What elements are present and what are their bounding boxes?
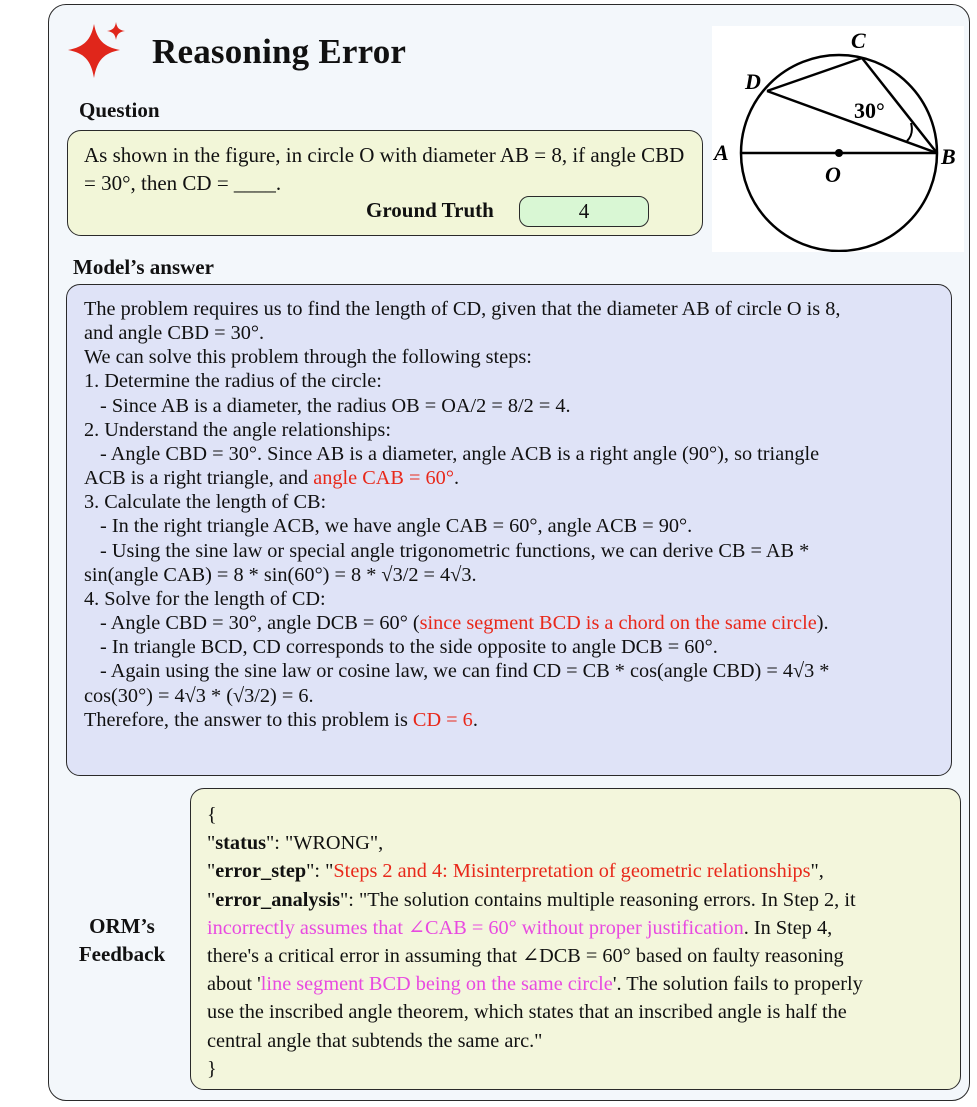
answer-line: - In the right triangle ACB, we have angle CAB = 60°, angle ACB = 90°. — [100, 515, 693, 538]
point-c: C — [851, 28, 866, 53]
answer-line: - Angle CBD = 30°, angle DCB = 60° (since segment BCD is a chord on the same circle). — [100, 612, 829, 635]
feedback-label: ORM’s Feedback — [78, 914, 166, 966]
geometry-figure — [712, 26, 964, 252]
answer-line: - Using the sine law or special angle trigonometric functions, we can derive CB = AB * — [100, 539, 810, 562]
sparkle-icon — [66, 20, 128, 82]
answer-line: - Since AB is a diameter, the radius OB = OA/2 = 8/2 = 4. — [100, 394, 571, 417]
point-a: A — [714, 140, 729, 165]
answer-line: - Angle CBD = 30°. Since AB is a diameter, angle ACB is a right angle (90°), so triangle — [100, 442, 820, 465]
answer-line: and angle CBD = 30°. — [84, 322, 265, 345]
point-d: D — [745, 69, 761, 94]
answer-line: We can solve this problem through the following steps: — [84, 346, 532, 369]
answer-line: 3. Calculate the length of CB: — [84, 491, 327, 514]
angle-arc — [907, 123, 912, 141]
page-title: Reasoning Error — [152, 32, 407, 71]
answer-line: 2. Understand the angle relationships: — [84, 418, 391, 441]
model-answer-label: Model’s answer — [73, 255, 214, 279]
error-highlight: since segment BCD is a chord on the same circle — [419, 612, 817, 635]
analysis-highlight: line segment BCD being on the same circle — [260, 973, 613, 996]
analysis-highlight: incorrectly assumes that ∠CAB = 60° without proper justification — [207, 916, 744, 939]
answer-line: Therefore, the answer to this problem is CD = 6. — [84, 708, 478, 731]
error-highlight: CD = 6 — [412, 708, 473, 731]
question-label: Question — [79, 98, 160, 122]
answer-line: cos(30°) = 4√3 * (√3/2) = 6. — [84, 684, 314, 707]
ground-truth-label: Ground Truth — [366, 198, 494, 222]
answer-line: The problem requires us to find the length of CD, given that the diameter AB of circle O is 8, — [84, 298, 841, 320]
point-b: B — [941, 144, 956, 169]
model-answer-text — [84, 297, 942, 732]
error-highlight: angle CAB = 60° — [313, 467, 454, 490]
answer-line: 4. Solve for the length of CD: — [84, 587, 326, 610]
answer-line: ACB is a right triangle, and angle CAB = 60°. — [84, 467, 460, 490]
center-point — [835, 149, 843, 157]
answer-line: sin(angle CAB) = 8 * sin(60°) = 8 * √3/2 = 4√3. — [84, 563, 477, 586]
angle-label: 30° — [854, 98, 885, 123]
feedback-text: { "status": "WRONG", "error_step": "Steps 2 and 4: Misinterpretation of geometric relationships", "error_analysis": "The solution contains multiple reasoning errors. In Step 2, it incorrectly assumes that ∠CAB = 60° without proper justification. In Step 4, there's a critical error in assuming that ∠DCB = 60° based on faulty reasoning about 'line segment BCD being on the same circle'. The solution fails to properly use the inscribed angle theorem, which states that an inscribed angle is half the central angle that subtends the same arc." } — [207, 804, 863, 1080]
answer-line: - Again using the sine law or cosine law, we can find CD = CB * cos(angle CBD) = 4√3 * — [100, 660, 830, 683]
question-text: As shown in the figure, in circle O with diameter AB = 8, if angle CBD = 30°, then CD = ____. — [84, 143, 685, 195]
answer-line: 1. Determine the radius of the circle: — [84, 370, 382, 393]
point-o: O — [825, 162, 841, 187]
error-step-value: Steps 2 and 4: Misinterpretation of geometric relationships — [333, 860, 811, 883]
answer-line: - In triangle BCD, CD corresponds to the side opposite to angle DCB = 60°. — [100, 636, 718, 659]
ground-truth-value: 4 — [519, 196, 649, 227]
